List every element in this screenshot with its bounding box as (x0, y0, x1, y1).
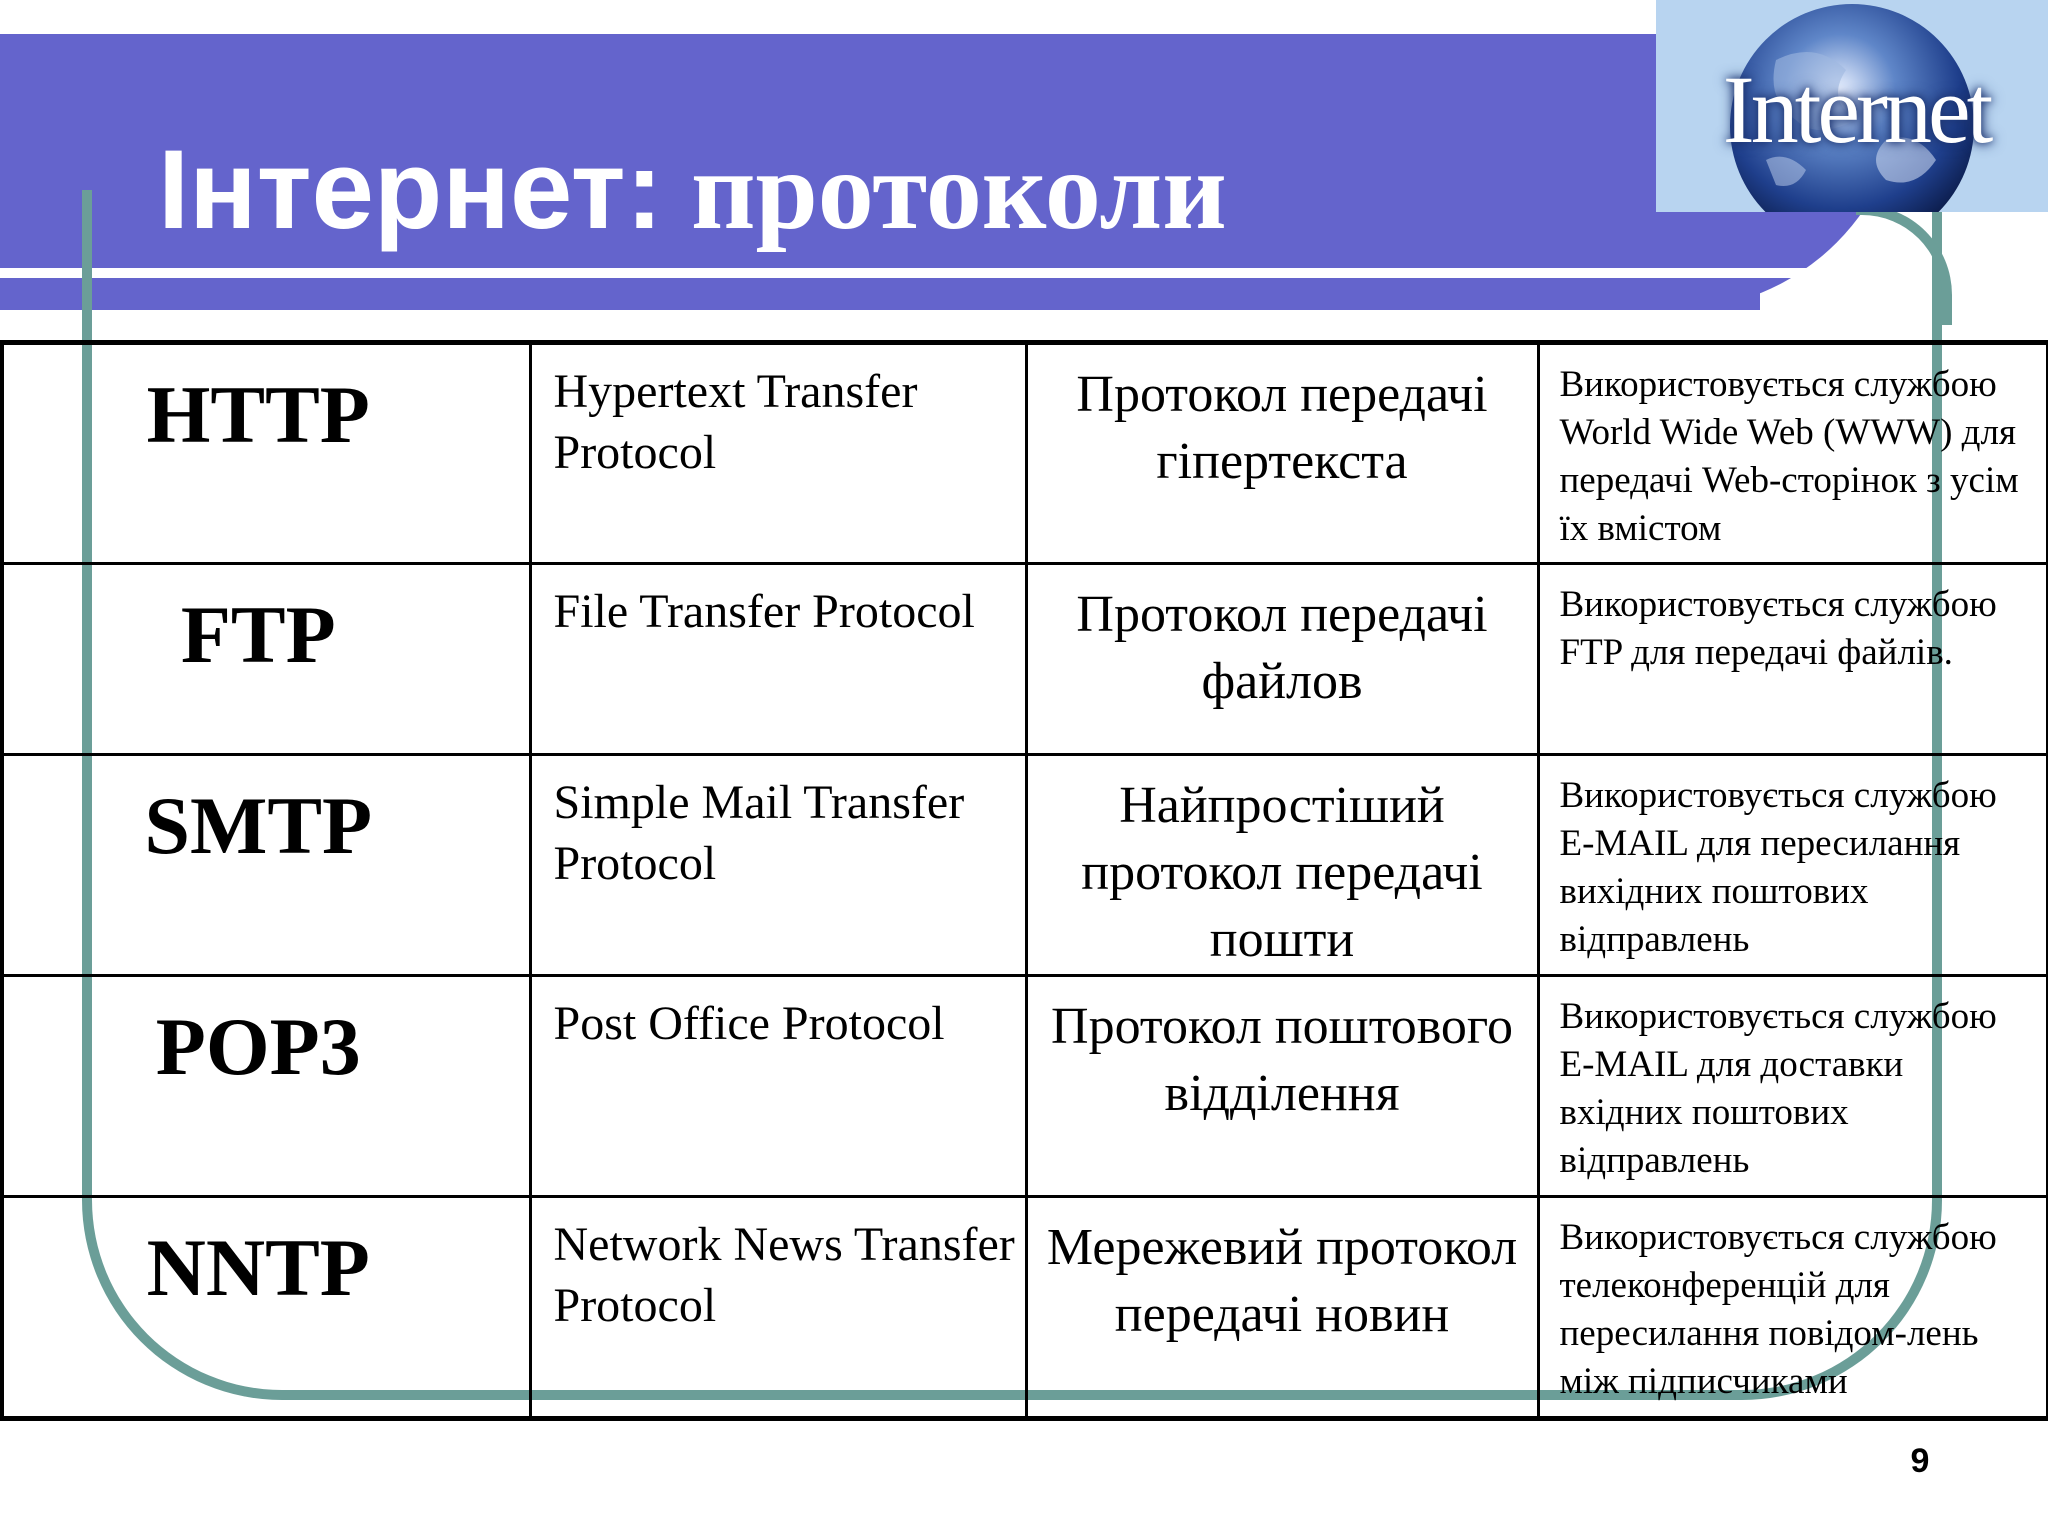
protocol-abbr: POP3 (2, 976, 530, 1197)
protocol-abbr: SMTP (2, 755, 530, 976)
protocol-abbr: FTP (2, 564, 530, 755)
protocol-full-name: Simple Mail Transfer Protocol (530, 755, 1026, 976)
protocol-description: Використовується службою телеконференцій для пересилання повідом-лень між підписчиками (1538, 1197, 2048, 1419)
protocol-abbr: HTTP (2, 343, 530, 564)
protocol-ukrainian-name: Найпростіший протокол передачі пошти (1026, 755, 1538, 976)
page-title-part2: протоколи (690, 129, 1227, 253)
table-row (2, 1197, 2048, 1419)
protocol-ukrainian-name: Протокол поштового відділення (1026, 976, 1538, 1197)
table-row (2, 343, 2048, 564)
protocol-full-name: Hypertext Transfer Protocol (530, 343, 1026, 564)
table-row (2, 755, 2048, 976)
protocol-ukrainian-name: Мережевий протокол передачі новин (1026, 1197, 1538, 1419)
page-number: 9 (1910, 1442, 1930, 1480)
protocols-table (0, 340, 2048, 1421)
protocol-full-name: Network News Transfer Protocol (530, 1197, 1026, 1419)
protocol-ukrainian-name: Протокол передачі файлов (1026, 564, 1538, 755)
protocol-full-name: File Transfer Protocol (530, 564, 1026, 755)
table-row (2, 976, 2048, 1197)
internet-logo (1656, 0, 2048, 212)
logo-text: Internet (1722, 56, 1990, 163)
protocol-description: Використовується службою FTP для передачі файлів. (1538, 564, 2048, 755)
protocol-full-name: Post Office Protocol (530, 976, 1026, 1197)
page-title (158, 120, 1227, 261)
protocol-description: Використовується службою E-MAIL для пересилання вихідних поштових відправлень (1538, 755, 2048, 976)
table-row (2, 564, 2048, 755)
page-title-part1: Інтернет: (158, 127, 663, 252)
protocol-description: Використовується службою E-MAIL для доставки вхідних поштових відправлень (1538, 976, 2048, 1197)
protocol-ukrainian-name: Протокол передачі гіпертекста (1026, 343, 1538, 564)
protocol-description: Використовується службою World Wide Web (WWW) для передачі Web-сторінок з усім їх вмістом (1538, 343, 2048, 564)
protocol-abbr: NNTP (2, 1197, 530, 1419)
